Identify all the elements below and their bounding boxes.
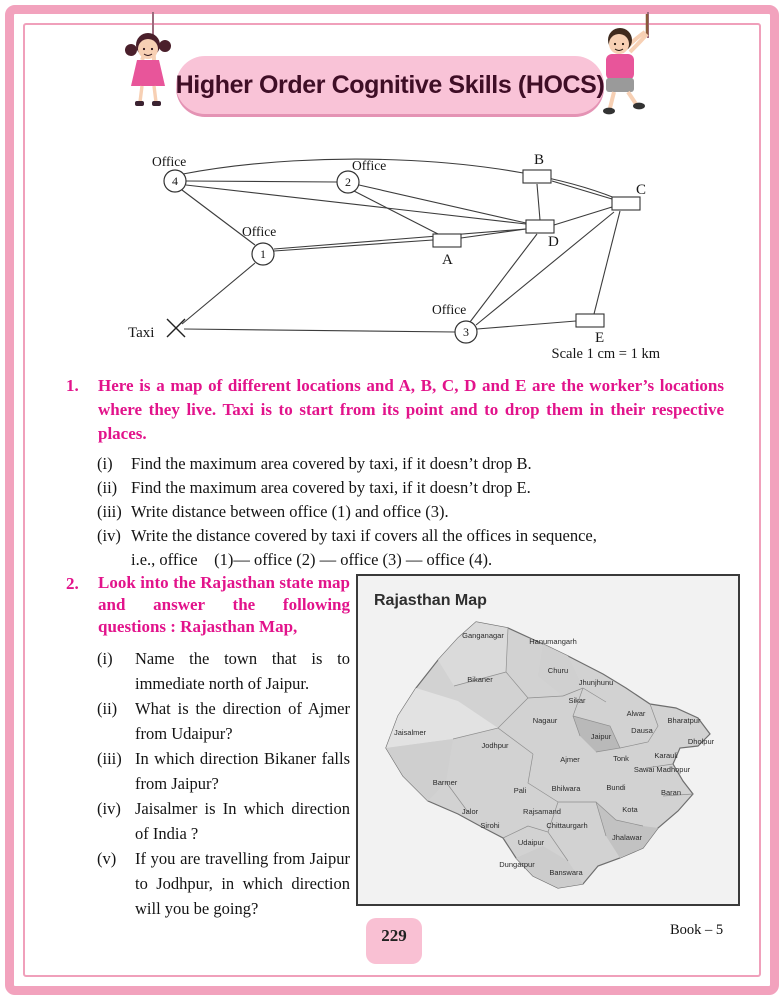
svg-text:D: D	[548, 234, 559, 250]
map-city-label: Dungarpur	[499, 860, 535, 869]
taxi-label: Taxi	[128, 325, 155, 341]
page-number: 229	[381, 926, 407, 945]
taxi-cross-icon	[167, 319, 185, 337]
page-number-tab	[366, 918, 422, 964]
map-city-label: Sikar	[568, 696, 586, 705]
question-2-item-i: (i) Name the town that is to immediate north of Jaipur.	[97, 649, 350, 693]
office-node-1	[242, 224, 276, 265]
scale-label: Scale 1 cm = 1 km	[551, 346, 660, 362]
map-city-label: Alwar	[626, 709, 646, 718]
question-2-item-iv: (iv) Jaisalmer is In which direction of India ?	[97, 799, 350, 843]
map-city-label: Dholpur	[687, 737, 715, 746]
map-city-label: Pali	[513, 786, 527, 795]
chapter-banner	[176, 56, 604, 114]
map-city-label: Jaisalmer	[393, 728, 427, 737]
map-city-label: Jodhpur	[481, 741, 509, 750]
location-node-E	[576, 314, 604, 346]
map-city-label: Hanumangarh	[529, 637, 577, 646]
question-1	[66, 374, 724, 572]
svg-text:4: 4	[172, 174, 178, 188]
map-city-label: Bharatpur	[667, 716, 701, 725]
map-city-label: Dausa	[631, 726, 653, 735]
question-1-item-iv: (iv) Write the distance covered by taxi if covers all the offices in sequence,	[97, 526, 597, 545]
svg-text:Office: Office	[152, 154, 187, 169]
map-city-label: Jhalawar	[611, 833, 643, 842]
map-city-label: Jalor	[461, 807, 479, 816]
office-node-2	[337, 158, 386, 193]
svg-text:A: A	[442, 252, 453, 268]
map-city-label: Churu	[547, 666, 569, 675]
page-title: Higher Order Cognitive Skills (HOCS)	[175, 70, 605, 99]
question-2	[66, 572, 742, 921]
question-1-item-iii: (iii) Write distance between office (1) and office (3).	[97, 502, 449, 521]
location-node-D	[526, 220, 559, 250]
svg-text:Office: Office	[352, 158, 387, 173]
svg-text:C: C	[636, 182, 647, 198]
question-2-item-v: (v) If you are travelling from Jaipur to Jodhpur, in which direction will you be going?	[97, 849, 350, 918]
svg-text:B: B	[534, 152, 545, 168]
map-city-label: Chittaurgarh	[546, 821, 588, 830]
svg-text:E: E	[595, 330, 605, 346]
map-title: Rajasthan Map	[374, 592, 487, 609]
location-node-C	[612, 182, 646, 210]
map-city-label: Udaipur	[517, 838, 545, 847]
map-city-label: Ajmer	[560, 755, 580, 764]
cartoon-girl-illustration	[118, 28, 184, 118]
map-city-label: Barmer	[432, 778, 458, 787]
office-node-3	[432, 302, 477, 343]
map-city-label: Rajsamand	[523, 807, 561, 816]
map-city-label: Sirohi	[480, 821, 500, 830]
question-2-number: 2.	[66, 574, 79, 593]
question-1-item-iv-continued: i.e., office (1)— office (2) — office (3) — office (4).	[131, 550, 493, 569]
svg-text:1: 1	[260, 247, 266, 261]
svg-text:2: 2	[345, 175, 351, 189]
svg-text:Office: Office	[432, 302, 467, 317]
question-2-item-ii: (ii) What is the direction of Ajmer from Udaipur?	[97, 699, 350, 743]
map-city-label: Bikaner	[467, 675, 493, 684]
map-city-label: Banswara	[549, 868, 583, 877]
question-2-prompt: Look into the Rajasthan state map and answer the following questions : Rajasthan Map,	[98, 573, 350, 636]
question-2-item-iii: (iii) In which direction Bikaner falls from Jaipur?	[97, 749, 350, 793]
question-1-item-i: (i) Find the maximum area covered by taxi, if it doesn’t drop B.	[97, 454, 532, 473]
map-city-label: Jaipur	[590, 732, 612, 741]
map-city-label: Bhilwara	[551, 784, 581, 793]
map-city-label: Jhunjhunu	[578, 678, 614, 687]
office-node-4	[152, 154, 186, 192]
map-city-label: Tonk	[613, 754, 629, 763]
map-city-label: Bundi	[606, 783, 626, 792]
question-1-number: 1.	[66, 376, 79, 395]
network-diagram	[120, 144, 740, 366]
svg-text:3: 3	[463, 325, 469, 339]
map-city-label: Kota	[622, 805, 638, 814]
book-label: Book – 5	[670, 922, 724, 938]
svg-text:Office: Office	[242, 224, 277, 239]
map-city-label: Karauli	[654, 751, 678, 760]
rajasthan-map-box	[356, 574, 740, 906]
map-city-label: Ganganagar	[462, 631, 504, 640]
map-city-label: Baran	[660, 788, 682, 797]
question-1-item-ii: (ii) Find the maximum area covered by taxi, if it doesn’t drop E.	[97, 478, 531, 497]
rajasthan-map	[358, 576, 740, 906]
map-city-label: Nagaur	[532, 716, 558, 725]
location-node-B	[523, 152, 551, 183]
map-city-label: Sawai Madhopur	[633, 765, 691, 774]
question-1-prompt: Here is a map of different locations and A, B, C, D and E are the worker’s locations where they live. Taxi is to start from its point and to drop them in their respective places.	[98, 376, 724, 443]
location-node-A	[433, 234, 461, 268]
